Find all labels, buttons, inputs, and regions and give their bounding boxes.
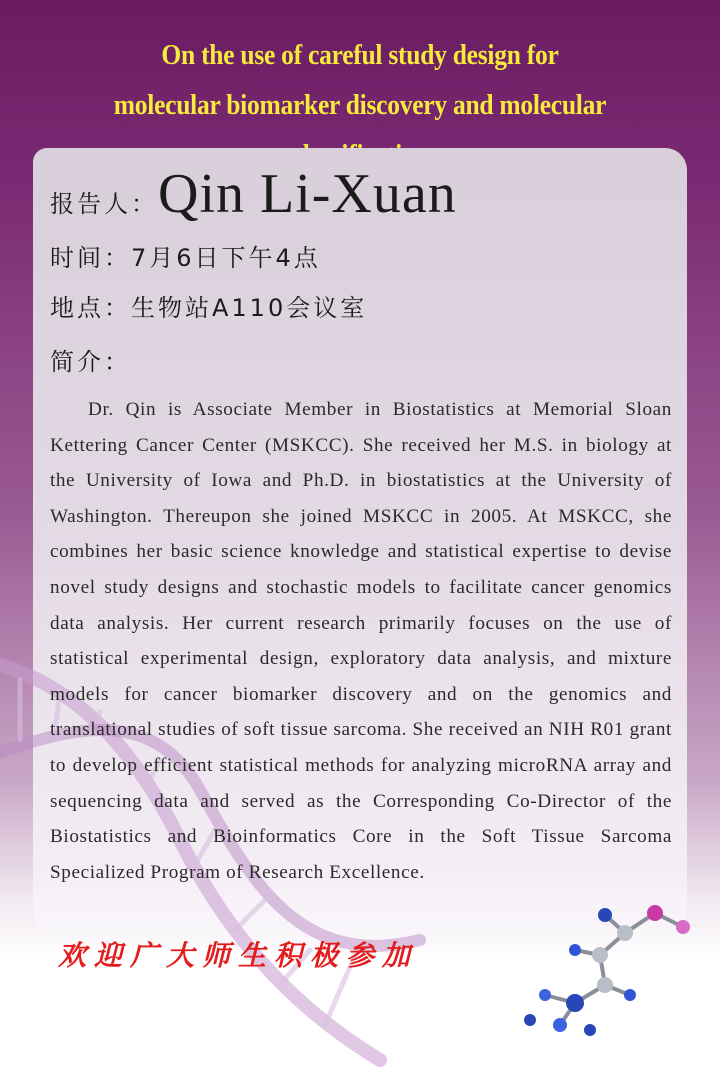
speaker-label: 报告人： [50,190,158,218]
speaker-line [50,162,457,232]
title-line-2: molecular biomarker discovery and molecular [113,89,607,121]
title-line-1: On the use of careful study design for [161,39,559,71]
intro-label: 简介： [50,348,131,376]
time-line: 时间：7月6日下午4点 [50,244,321,272]
speaker-bio: Dr. Qin is Associate Member in Biostatistics at Memorial Sloan Kettering Cancer Center (MSKCC). She received her M.S. in biology at the University of Iowa and Ph.D. in biostatistics at the University of Washington. Thereupon she joined MSKCC in 2005. At MSKCC, she combines her basic science knowledge and statistical expertise to devise novel study designs and stochastic models to facilitate cancer genomics data analysis. Her current research primarily focuses on the use of statistical experimental design, exploratory data analysis, and mixture models for cancer biomarker discovery and on the genomics and translational studies of soft tissue sarcoma. She received an NIH R01 grant to develop efficient statistical methods for analyzing microRNA array and sequencing data and served as the Corresponding Co-Director of the Biostatistics and Bioinformatics Core in the Soft Tissue Sarcoma Specialized Program of Research Excellence. [50,399,672,883]
welcome-slogan: 欢迎广大师生积极参加 [58,939,419,972]
molecule-icon [505,895,720,1055]
speaker-name: Qin Li-Xuan [158,163,457,225]
location-line: 地点：生物站A110会议室 [50,294,368,322]
